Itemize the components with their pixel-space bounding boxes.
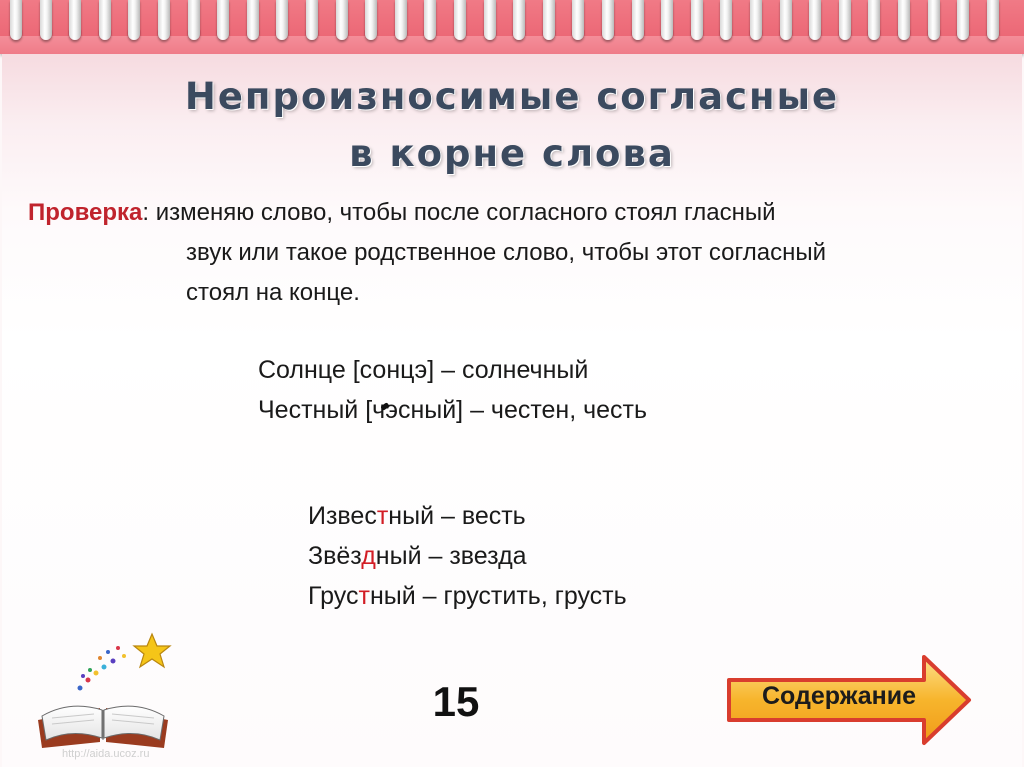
binding-ring xyxy=(632,0,644,40)
binding-ring xyxy=(513,0,525,40)
binding-ring xyxy=(957,0,969,40)
watermark: http://aida.ucoz.ru xyxy=(62,748,150,760)
page-number: 15 xyxy=(432,678,480,725)
highlight-letter: т xyxy=(376,502,389,530)
binding-ring xyxy=(780,0,792,40)
binding-ring xyxy=(750,0,762,40)
slide-title xyxy=(0,68,1024,182)
binding-ring xyxy=(336,0,348,40)
binding-ring xyxy=(69,0,81,40)
binding-ring xyxy=(809,0,821,40)
binding-ring xyxy=(602,0,614,40)
binding-ring xyxy=(365,0,377,40)
rule-line-3: стоял на конце. xyxy=(186,279,360,306)
rule-line-2: звук или такое родственное слово, чтобы этот согласный xyxy=(186,239,826,266)
binding-ring xyxy=(306,0,318,40)
binding-ring xyxy=(661,0,673,40)
binding-ring xyxy=(40,0,52,40)
binding-ring xyxy=(454,0,466,40)
example-line: Известный – весть xyxy=(308,502,526,530)
binding-ring xyxy=(572,0,584,40)
binding-ring xyxy=(276,0,288,40)
title-line-2: в корне слова xyxy=(349,132,675,175)
open-book-stars-icon xyxy=(28,630,178,750)
binding-ring xyxy=(99,0,111,40)
examples-transcription xyxy=(258,350,647,430)
binding-ring xyxy=(928,0,940,40)
rule-line-1 xyxy=(28,192,776,234)
example-line: Солнце [сонцэ] – солнечный xyxy=(258,356,589,384)
title-line-1: Непроизносимые согласные xyxy=(184,75,840,118)
binding-ring xyxy=(217,0,229,40)
examples-unpronounceable xyxy=(308,496,627,616)
contents-button-label: Содержание xyxy=(761,682,917,710)
rule-separator: : xyxy=(142,199,150,226)
binding-ring xyxy=(691,0,703,40)
binding-ring xyxy=(128,0,140,40)
binding-ring xyxy=(484,0,496,40)
rule-line-1-text: изменяю слово, чтобы после согласного стоял гласный xyxy=(149,199,776,226)
binding-ring xyxy=(987,0,999,40)
highlight-letter: т xyxy=(358,582,370,610)
binding-ring xyxy=(720,0,732,40)
notebook-binding-band xyxy=(0,0,1024,54)
binding-ring xyxy=(395,0,407,40)
binding-ring xyxy=(839,0,851,40)
binding-ring xyxy=(898,0,910,40)
rule-label: Проверка xyxy=(28,199,143,226)
highlight-letter: д xyxy=(361,542,376,570)
example-line: Честный [чэсный] – честен, честь xyxy=(258,396,648,424)
binding-ring xyxy=(868,0,880,40)
contents-button[interactable] xyxy=(726,654,972,746)
binding-ring xyxy=(10,0,22,40)
binding-ring xyxy=(188,0,200,40)
binding-ring xyxy=(424,0,436,40)
binding-ring xyxy=(247,0,259,40)
binding-ring xyxy=(158,0,170,40)
binding-ring xyxy=(543,0,555,40)
example-line: Звёздный – звезда xyxy=(308,542,527,570)
example-line: Грустный – грустить, грусть xyxy=(308,582,627,610)
